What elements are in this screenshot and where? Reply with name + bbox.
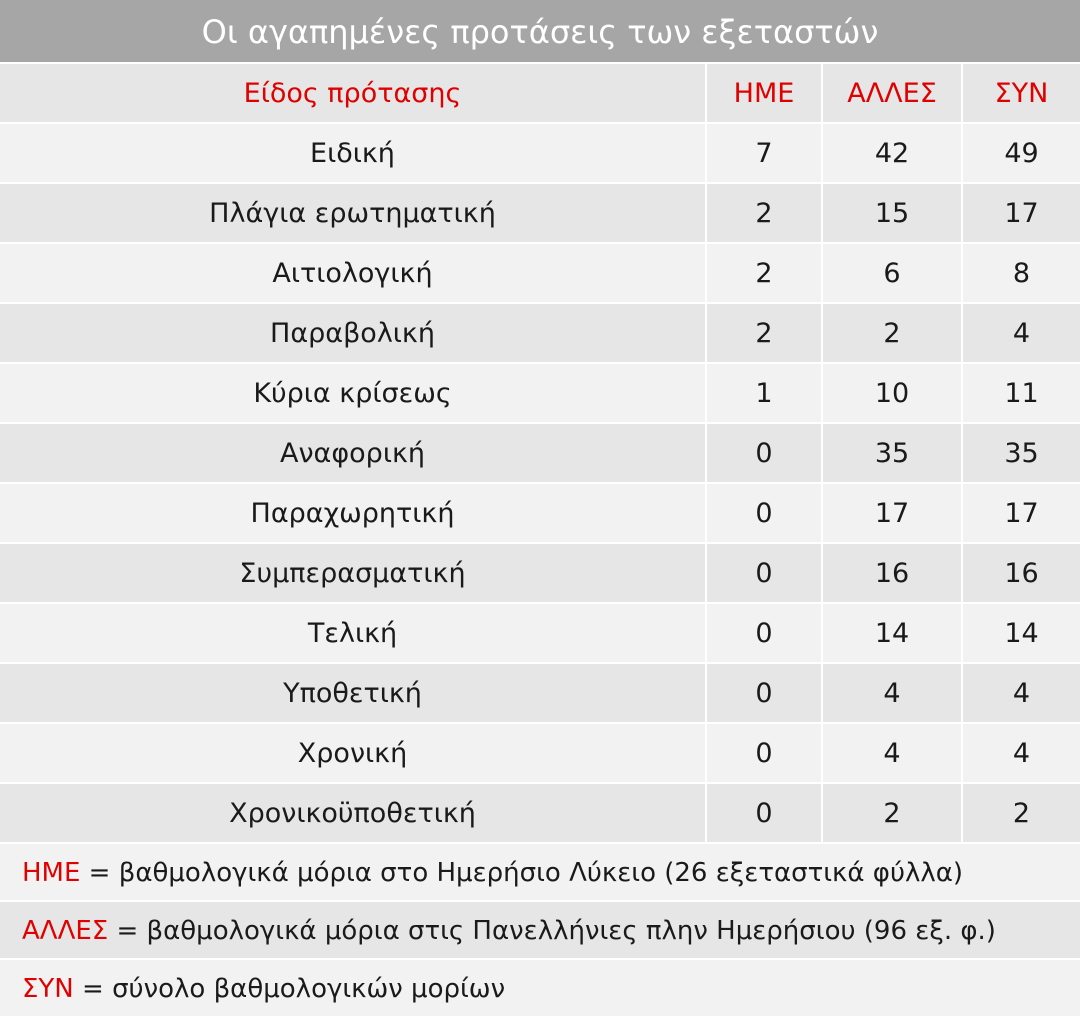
value-syn: 14 bbox=[962, 603, 1080, 663]
row-label: Κύρια κρίσεως bbox=[0, 363, 706, 423]
legend-abbreviation: ΣΥΝ bbox=[22, 974, 74, 1004]
column-header-syn: ΣΥΝ bbox=[962, 64, 1080, 123]
row-label: Παραχωρητική bbox=[0, 483, 706, 543]
table-row bbox=[0, 543, 1080, 603]
legend-abbreviation: ΑΛΛΕΣ bbox=[22, 916, 109, 946]
value-alles: 2 bbox=[822, 783, 962, 843]
table-row bbox=[0, 243, 1080, 303]
value-syn: 2 bbox=[962, 783, 1080, 843]
row-label: Παραβολική bbox=[0, 303, 706, 363]
row-label: Χρονική bbox=[0, 723, 706, 783]
value-alles: 4 bbox=[822, 723, 962, 783]
value-hme: 2 bbox=[706, 183, 822, 243]
value-hme: 0 bbox=[706, 663, 822, 723]
row-label: Πλάγια ερωτηματική bbox=[0, 183, 706, 243]
value-hme: 7 bbox=[706, 123, 822, 183]
legend-notes bbox=[0, 844, 1080, 1018]
row-label: Συμπερασματική bbox=[0, 543, 706, 603]
data-table bbox=[0, 64, 1080, 844]
value-syn: 8 bbox=[962, 243, 1080, 303]
value-alles: 15 bbox=[822, 183, 962, 243]
value-hme: 2 bbox=[706, 243, 822, 303]
column-header-hme: ΗΜΕ bbox=[706, 64, 822, 123]
table-row bbox=[0, 783, 1080, 843]
value-alles: 17 bbox=[822, 483, 962, 543]
value-hme: 0 bbox=[706, 423, 822, 483]
value-alles: 14 bbox=[822, 603, 962, 663]
value-alles: 16 bbox=[822, 543, 962, 603]
table-row bbox=[0, 363, 1080, 423]
value-alles: 42 bbox=[822, 123, 962, 183]
table-row bbox=[0, 483, 1080, 543]
value-syn: 17 bbox=[962, 183, 1080, 243]
value-alles: 4 bbox=[822, 663, 962, 723]
legend-note bbox=[0, 844, 1080, 902]
value-hme: 0 bbox=[706, 783, 822, 843]
value-hme: 2 bbox=[706, 303, 822, 363]
legend-description: = βαθμολογικά μόρια στο Ημερήσιο Λύκειο (26 εξεταστικά φύλλα) bbox=[80, 858, 964, 888]
value-alles: 10 bbox=[822, 363, 962, 423]
value-syn: 4 bbox=[962, 723, 1080, 783]
table-row bbox=[0, 123, 1080, 183]
value-hme: 0 bbox=[706, 543, 822, 603]
value-syn: 49 bbox=[962, 123, 1080, 183]
value-alles: 2 bbox=[822, 303, 962, 363]
row-label: Αιτιολογική bbox=[0, 243, 706, 303]
row-label: Χρονικοϋποθετική bbox=[0, 783, 706, 843]
table-row bbox=[0, 663, 1080, 723]
row-label: Ειδική bbox=[0, 123, 706, 183]
table-row bbox=[0, 183, 1080, 243]
table-row bbox=[0, 303, 1080, 363]
column-header-type: Είδος πρότασης bbox=[0, 64, 706, 123]
table-body bbox=[0, 123, 1080, 843]
legend-abbreviation: ΗΜΕ bbox=[22, 858, 81, 888]
value-syn: 16 bbox=[962, 543, 1080, 603]
header-row bbox=[0, 64, 1080, 123]
row-label: Υποθετική bbox=[0, 663, 706, 723]
value-hme: 0 bbox=[706, 723, 822, 783]
legend-note bbox=[0, 960, 1080, 1018]
value-syn: 4 bbox=[962, 303, 1080, 363]
table-title: Οι αγαπημένες προτάσεις των εξεταστών bbox=[0, 0, 1080, 64]
value-syn: 11 bbox=[962, 363, 1080, 423]
value-hme: 1 bbox=[706, 363, 822, 423]
row-label: Τελική bbox=[0, 603, 706, 663]
value-alles: 6 bbox=[822, 243, 962, 303]
legend-description: = βαθμολογικά μόρια στις Πανελλήνιες πλην Ημερήσιου (96 εξ. φ.) bbox=[108, 916, 996, 946]
table-row bbox=[0, 723, 1080, 783]
value-syn: 17 bbox=[962, 483, 1080, 543]
value-hme: 0 bbox=[706, 603, 822, 663]
value-syn: 35 bbox=[962, 423, 1080, 483]
column-header-alles: ΑΛΛΕΣ bbox=[822, 64, 962, 123]
table-row bbox=[0, 603, 1080, 663]
value-hme: 0 bbox=[706, 483, 822, 543]
legend-note bbox=[0, 902, 1080, 960]
legend-description: = σύνολο βαθμολογικών μορίων bbox=[73, 974, 506, 1004]
value-alles: 35 bbox=[822, 423, 962, 483]
value-syn: 4 bbox=[962, 663, 1080, 723]
table-row bbox=[0, 423, 1080, 483]
row-label: Αναφορική bbox=[0, 423, 706, 483]
